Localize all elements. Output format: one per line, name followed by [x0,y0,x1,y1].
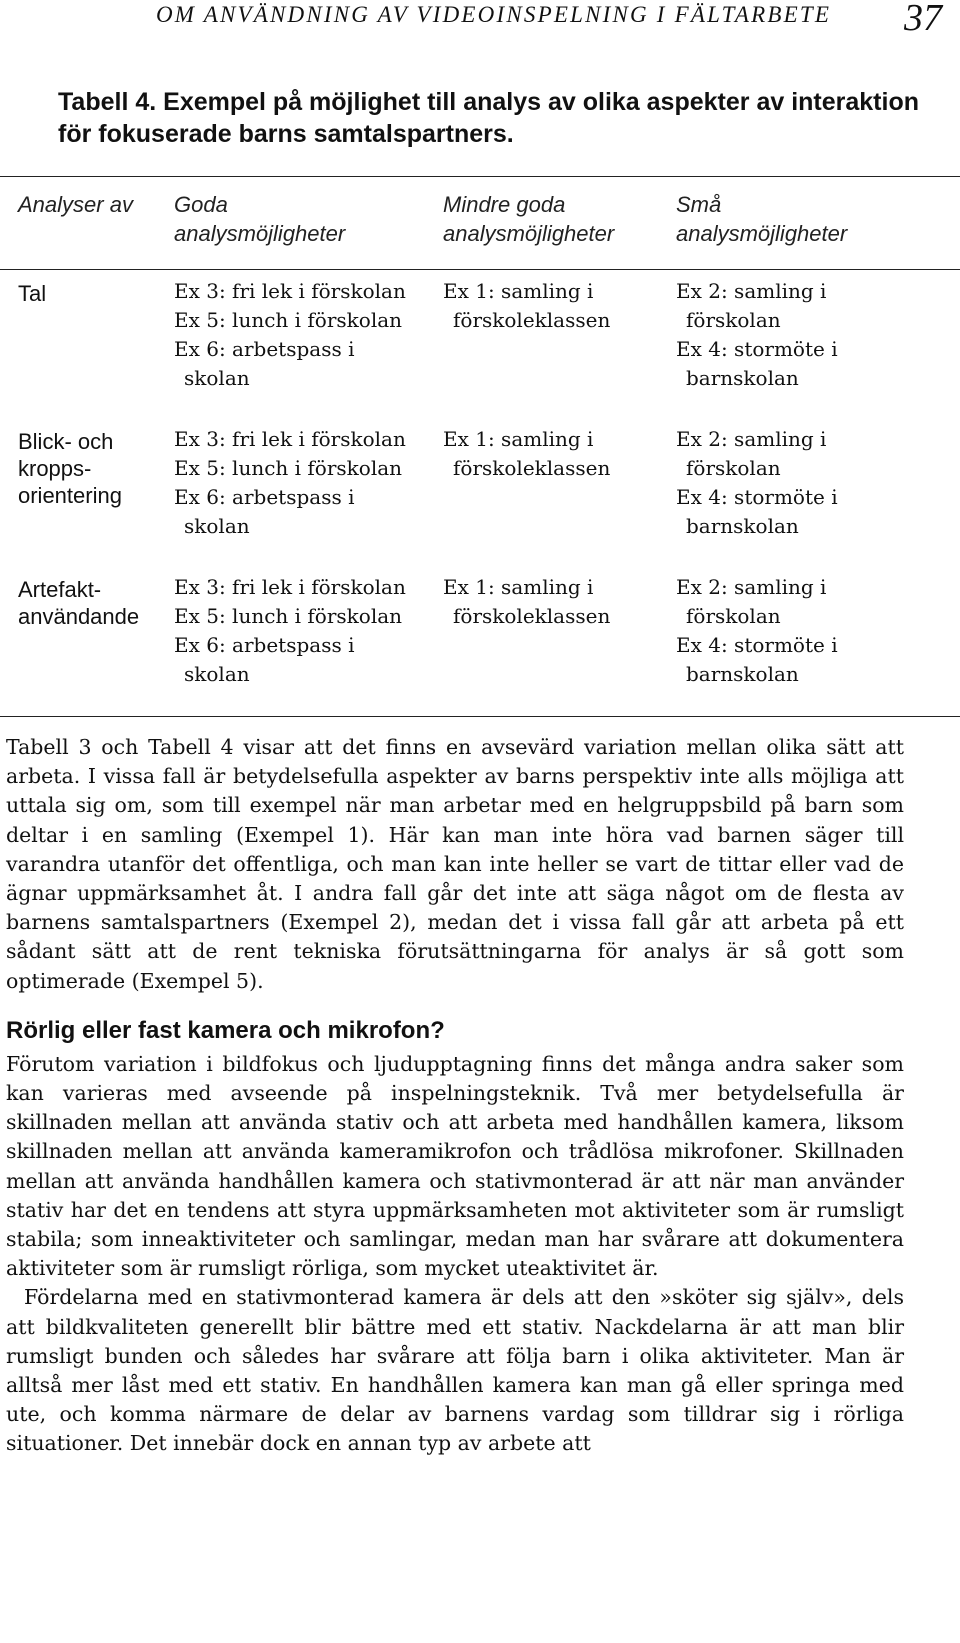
table-entry: Ex 4: stormöte i barnskolan [676,337,838,390]
table-entry: Ex 3: fri lek i förskolan [174,427,406,451]
table-entry: Ex 2: samling i förskolan [676,427,827,480]
table-top-rule [0,176,960,177]
header-analyser-av: Analyser av [18,192,133,217]
table-entry: Ex 1: samling i förskoleklassen [443,279,611,332]
table-entry: Ex 2: samling i förskolan [676,575,827,628]
table-bottom-rule [0,716,960,717]
body-text [6,733,904,1459]
table-entry: Ex 5: lunch i förskolan [174,604,403,628]
table-entry: Ex 5: lunch i förskolan [174,456,403,480]
paragraph: Tabell 3 och Tabell 4 visar att det finns en avsevärd variation mellan olika sätt att arbeta. I vissa fall är betydelsefulla aspekter av barns perspektiv inte alls möjliga att uttala sig om, som till exempel när man arbetar med en helgruppsbild på barn som deltar i en samling (Exempel 1). Här kan man inte höra vad barnen säger till varandra utanför det offentliga, och man kan inte heller se vart de tittar eller vad de ägnar uppmärksamhet åt. I andra fall går det inte att säga något om de flesta av barnens samtalspartners (Exempel 2), medan det i vissa fall går att arbeta på ett sådant sätt att de rent tekniska förutsättningarna för analys är så gott som optimerade (Exempel 5). [6,735,904,993]
cell-blick-goda [174,425,434,541]
paragraph: Fördelarna med en stativmonterad kamera är dels att den »sköter sig själv», dels att bildkvaliteten generellt blir bättre med ett stativ. Nackdelarna är att man blir rumsligt bunden och således har svårare att följa barn i olika aktiviteter. Man är alltså mer låst med ett stativ. En handhållen kamera kan man gå eller springa med ute, och komma närmare de delar av barnens vardag som tilldrar sig i rörliga situationer. Det innebär dock en annan typ av arbete att [6,1285,904,1456]
table-entry: Ex 3: fri lek i förskolan [174,575,406,599]
table-caption [58,86,928,150]
cell-blick-sma [676,425,906,541]
table-entry: Ex 2: samling i förskolan [676,279,827,332]
cell-tal-goda [174,277,434,393]
cell-blick-mindre [443,425,671,483]
header-goda: Goda analysmöjligheter [174,192,346,246]
table-entry: Ex 1: samling i förskoleklassen [443,575,611,628]
table-entry: Ex 4: stormöte i barnskolan [676,633,838,686]
cell-tal-mindre [443,277,671,335]
table-entry: Ex 6: arbetspass i skolan [174,633,355,686]
cell-tal-sma [676,277,906,393]
cell-artefakt-goda [174,573,434,689]
cell-artefakt-mindre [443,573,671,631]
running-head [0,0,960,50]
running-head-title: OM ANVÄNDNING AV VIDEOINSPELNING I FÄLTARBETE [156,2,832,27]
table-entry: Ex 6: arbetspass i skolan [174,485,355,538]
table-entry: Ex 5: lunch i förskolan [174,308,403,332]
table-entry: Ex 6: arbetspass i skolan [174,337,355,390]
table-header-rule [0,269,960,270]
table-entry: Ex 1: samling i förskoleklassen [443,427,611,480]
cell-artefakt-sma [676,573,906,689]
caption-title: Exempel på möjlighet till analys av olika aspekter av interaktion för fokuserade barns samtalspartners. [58,88,919,148]
row-label-tal: Tal [18,281,47,306]
paragraph: Förutom variation i bildfokus och ljudupptagning finns det många andra saker som kan varieras med avseende på inspelningsteknik. Två mer betydelsefulla är skillnaden mellan att använda stativ och att arbeta med handhållen kamera, liksom skillnaden mellan att använda kameramikrofon och trådlösa mikrofoner. Skillnaden mellan att använda handhållen kamera och stativmonterad är att när man använder stativ har det en tendens att styra uppmärksamheten mot aktiviteter som är rumsligt stabila; som inneaktiviteter och samlingar, medan man har svårare att dokumentera aktiviteter som är rumsligt rörliga, som mycket uteaktivitet är. [6,1051,904,1281]
row-label-artefakt: Artefakt-användande [18,577,140,629]
table-entry: Ex 3: fri lek i förskolan [174,279,406,303]
header-mindre-goda: Mindre goda analysmöjligheter [443,192,615,246]
page-number: 37 [904,0,942,39]
caption-label: Tabell 4. [58,88,157,116]
header-sma: Små analysmöjligheter [676,192,848,246]
section-heading: Rörlig eller fast kamera och mikrofon? [6,1016,445,1044]
row-label-blick: Blick- och kropps-orientering [18,429,122,508]
table-entry: Ex 4: stormöte i barnskolan [676,485,838,538]
